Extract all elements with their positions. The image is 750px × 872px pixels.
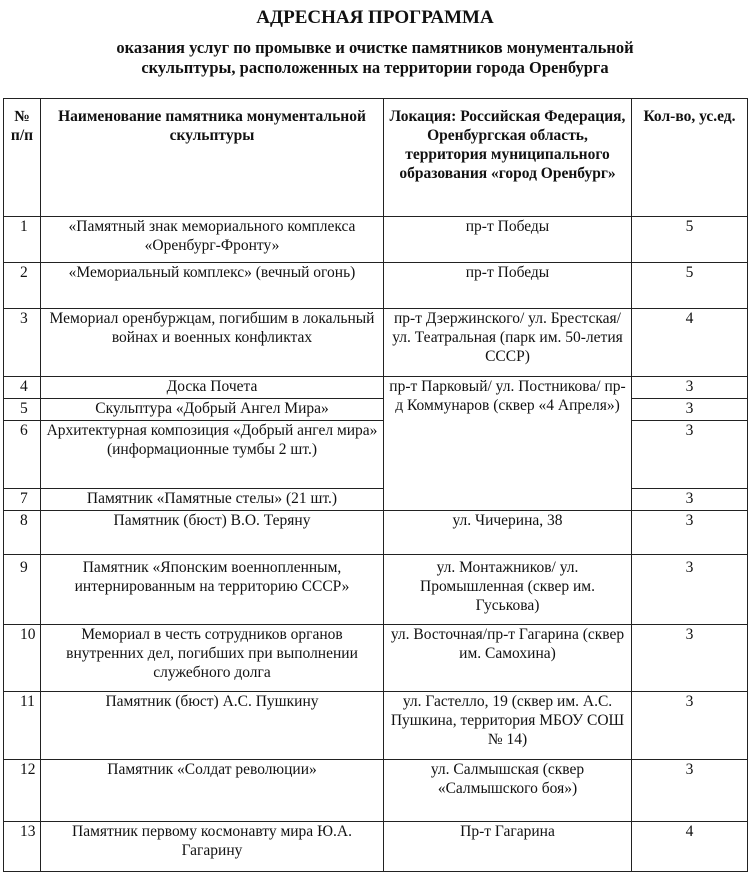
- table-row: [4, 217, 748, 263]
- row-count: 5: [632, 263, 748, 309]
- row-count: 3: [632, 421, 748, 489]
- row-num: 7: [4, 489, 41, 511]
- row-num: 10: [4, 625, 41, 692]
- row-num: 1: [4, 217, 41, 263]
- row-count: 3: [632, 555, 748, 625]
- row-name: Памятник «Солдат революции»: [41, 760, 384, 822]
- row-name: «Памятный знак мемориального комплекса «Оренбург-Фронту»: [41, 217, 384, 263]
- header-num: № п/п: [4, 99, 41, 217]
- row-name: Памятник (бюст) В.О. Теряну: [41, 511, 384, 555]
- header-name: Наименование памятника монументальной скульптуры: [41, 99, 384, 217]
- document-subtitle-line-1: оказания услуг по промывке и очистке памятников монументальной: [116, 38, 634, 57]
- row-count: 3: [632, 511, 748, 555]
- row-count: 3: [632, 377, 748, 399]
- row-num: 9: [4, 555, 41, 625]
- row-count: 3: [632, 489, 748, 511]
- address-program-table: [3, 98, 748, 872]
- row-count: 3: [632, 760, 748, 822]
- table-row: [4, 760, 748, 822]
- row-num: 3: [4, 309, 41, 377]
- row-num: 11: [4, 692, 41, 760]
- row-count: 3: [632, 625, 748, 692]
- row-location: пр-т Победы: [384, 263, 632, 309]
- row-location: пр-т Парковый/ ул. Постникова/ пр-д Коммунаров (сквер «4 Апреля»): [384, 377, 632, 511]
- table-row: [4, 309, 748, 377]
- row-name: Архитектурная композиция «Добрый ангел мира» (информационные тумбы 2 шт.): [41, 421, 384, 489]
- header-location: Локация: Российская Федерация, Оренбургская область, территория муниципального образования «город Оренбург»: [384, 99, 632, 217]
- row-location: пр-т Победы: [384, 217, 632, 263]
- row-count: 4: [632, 309, 748, 377]
- row-location: Пр-т Гагарина: [384, 822, 632, 872]
- table-row: [4, 692, 748, 760]
- row-location: ул. Чичерина, 38: [384, 511, 632, 555]
- row-location: ул. Восточная/пр-т Гагарина (сквер им. Самохина): [384, 625, 632, 692]
- row-count: 3: [632, 399, 748, 421]
- row-name: Памятник первому космонавту мира Ю.А. Гагарину: [41, 822, 384, 872]
- table-row: [4, 822, 748, 872]
- row-location: пр-т Дзержинского/ ул. Брестская/ул. Театральная (парк им. 50-летия СССР): [384, 309, 632, 377]
- row-name: Памятник «Памятные стелы» (21 шт.): [41, 489, 384, 511]
- row-name: Памятник «Японским военнопленным, интернированным на территорию СССР»: [41, 555, 384, 625]
- row-name: Мемориал оренбуржцам, погибшим в локальный войнах и военных конфликтах: [41, 309, 384, 377]
- row-location: ул. Салмышская (сквер «Салмышского боя»): [384, 760, 632, 822]
- row-count: 5: [632, 217, 748, 263]
- table-header-row: [4, 99, 748, 217]
- row-name: Памятник (бюст) А.С. Пушкину: [41, 692, 384, 760]
- row-count: 4: [632, 822, 748, 872]
- table-row: [4, 377, 748, 399]
- table-row: [4, 555, 748, 625]
- row-name: «Мемориальный комплекс» (вечный огонь): [41, 263, 384, 309]
- row-location: ул. Монтажников/ ул. Промышленная (сквер им. Гуськова): [384, 555, 632, 625]
- row-num: 2: [4, 263, 41, 309]
- document-subtitle-line-2: скульптуры, расположенных на территории города Оренбурга: [141, 58, 609, 77]
- row-num: 13: [4, 822, 41, 872]
- table-row: [4, 511, 748, 555]
- row-num: 12: [4, 760, 41, 822]
- row-num: 5: [4, 399, 41, 421]
- table-row: [4, 263, 748, 309]
- row-name: Доска Почета: [41, 377, 384, 399]
- table-row: [4, 421, 748, 489]
- table-row: [4, 625, 748, 692]
- row-num: 6: [4, 421, 41, 489]
- document-title: АДРЕСНАЯ ПРОГРАММА: [256, 7, 494, 28]
- row-count: 3: [632, 692, 748, 760]
- row-name: Скульптура «Добрый Ангел Мира»: [41, 399, 384, 421]
- table-row: [4, 489, 748, 511]
- row-num: 8: [4, 511, 41, 555]
- row-name: Мемориал в честь сотрудников органов внутренних дел, погибших при выполнении служебного долга: [41, 625, 384, 692]
- table-row: [4, 399, 748, 421]
- row-num: 4: [4, 377, 41, 399]
- row-location: ул. Гастелло, 19 (сквер им. А.С. Пушкина, территория МБОУ СОШ № 14): [384, 692, 632, 760]
- header-count: Кол-во, ус.ед.: [632, 99, 748, 217]
